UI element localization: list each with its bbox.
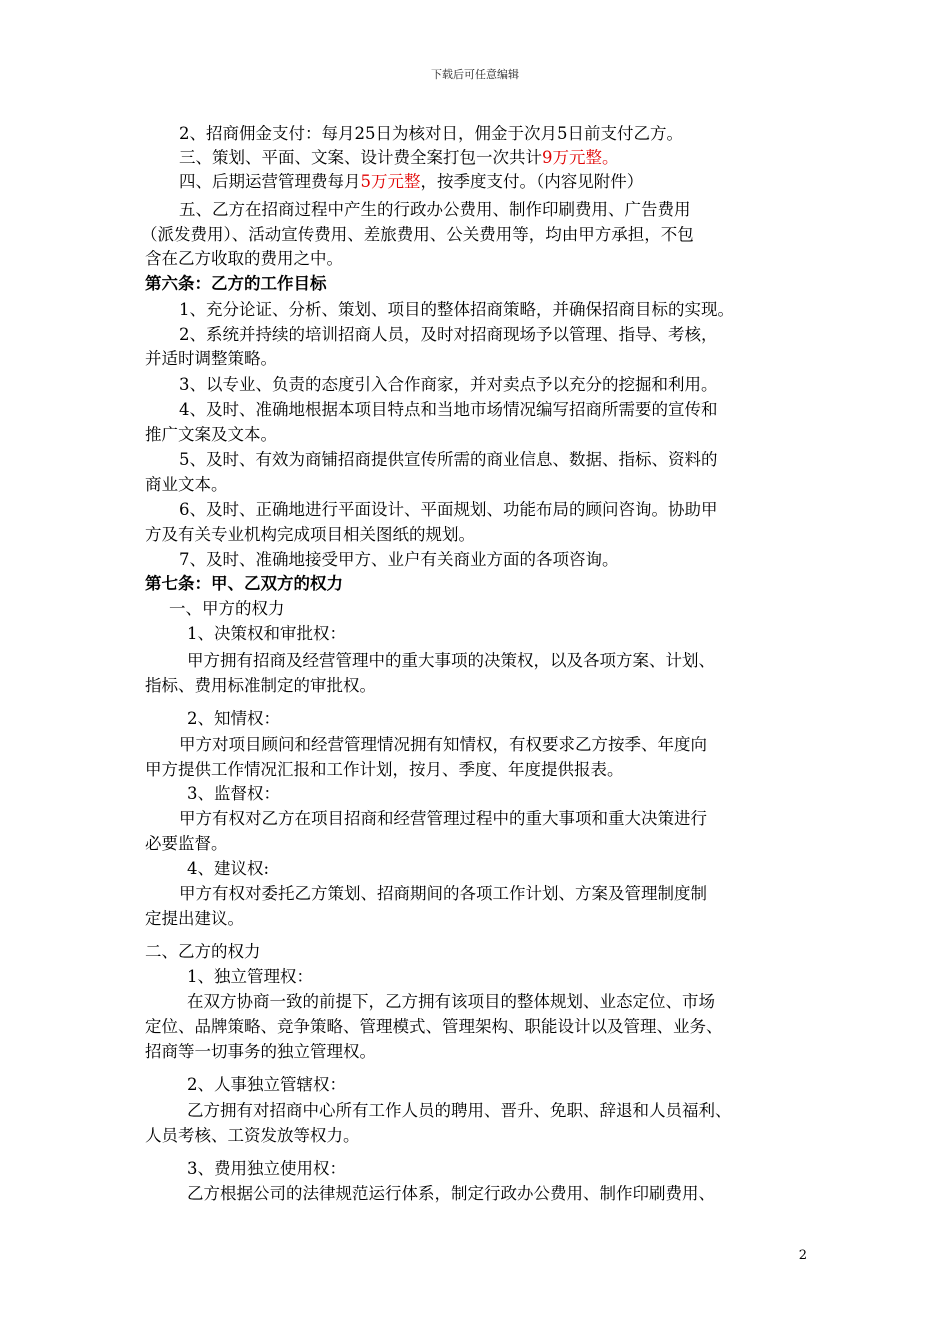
item-heading: 1、决策权和审批权： bbox=[187, 624, 346, 643]
paragraph-line: 商业文本。 bbox=[145, 475, 228, 494]
page-number: 2 bbox=[798, 1248, 807, 1263]
paragraph-line: 乙方根据公司的法律规范运行体系，制定行政办公费用、制作印刷费用、 bbox=[187, 1184, 715, 1203]
red-amount: 5万元整 bbox=[360, 172, 421, 191]
paragraph-line: 并适时调整策略。 bbox=[145, 349, 277, 368]
paragraph-line: 乙方拥有对招商中心所有工作人员的聘用、晋升、免职、辞退和人员福利、 bbox=[187, 1101, 732, 1120]
paragraph-line: 四、后期运营管理费每月5万元整，按季度支付。（内容见附件） bbox=[179, 172, 644, 191]
paragraph-line: 3、以专业、负责的态度引入合作商家，并对卖点予以充分的挖掘和利用。 bbox=[179, 375, 718, 394]
paragraph-line: 2、招商佣金支付：每月25日为核对日，佣金于次月5日前支付乙方。 bbox=[179, 124, 683, 143]
paragraph-line: 1、充分论证、分析、策划、项目的整体招商策略，并确保招商目标的实现。 bbox=[179, 300, 734, 319]
paragraph-line: 甲方拥有招商及经营管理中的重大事项的决策权，以及各项方案、计划、 bbox=[187, 651, 715, 670]
paragraph-line: （派发费用）、活动宣传费用、差旅费用、公关费用等，均由甲方承担，不包 bbox=[141, 225, 694, 244]
item-heading: 3、监督权： bbox=[187, 784, 280, 803]
paragraph-line: 方及有关专业机构完成项目相关图纸的规划。 bbox=[145, 525, 475, 544]
red-amount: 9万元整。 bbox=[542, 148, 619, 167]
paragraph-line: 招商等一切事务的独立管理权。 bbox=[145, 1042, 376, 1061]
paragraph-line: 4、及时、准确地根据本项目特点和当地市场情况编写招商所需要的宣传和 bbox=[179, 400, 718, 419]
paragraph-line: 指标、费用标准制定的审批权。 bbox=[145, 676, 376, 695]
item-heading: 1、独立管理权： bbox=[187, 967, 313, 986]
paragraph-line: 在双方协商一致的前提下，乙方拥有该项目的整体规划、业态定位、市场 bbox=[187, 992, 715, 1011]
section-heading: 第七条：甲、乙双方的权力 bbox=[145, 574, 343, 593]
paragraph-line: 2、系统并持续的培训招商人员，及时对招商现场予以管理、指导、考核， bbox=[179, 325, 718, 344]
paragraph-line: 三、策划、平面、文案、设计费全案打包一次共计9万元整。 bbox=[179, 148, 619, 167]
item-heading: 2、人事独立管辖权： bbox=[187, 1075, 346, 1094]
paragraph-line: 定位、品牌策略、竞争策略、管理模式、管理架构、职能设计以及管理、业务、 bbox=[145, 1017, 723, 1036]
paragraph-line: 6、及时、正确地进行平面设计、平面规划、功能布局的顾问咨询。协助甲 bbox=[179, 500, 718, 519]
paragraph-line: 甲方对项目顾问和经营管理情况拥有知情权，有权要求乙方按季、年度向 bbox=[179, 735, 707, 754]
item-heading: 4、建议权: bbox=[187, 859, 270, 878]
item-heading: 3、费用独立使用权： bbox=[187, 1159, 346, 1178]
paragraph-line: 甲方提供工作情况汇报和工作计划，按月、季度、年度提供报表。 bbox=[145, 760, 624, 779]
subsection-heading: 一、甲方的权力 bbox=[169, 599, 285, 618]
subsection-heading: 二、乙方的权力 bbox=[145, 942, 261, 961]
paragraph-line: 甲方有权对委托乙方策划、招商期间的各项工作计划、方案及管理制度制 bbox=[179, 884, 707, 903]
paragraph-line: 人员考核、工资发放等权力。 bbox=[145, 1126, 360, 1145]
paragraph-line: 五、乙方在招商过程中产生的行政办公费用、制作印刷费用、广告费用 bbox=[179, 200, 691, 219]
paragraph-line: 必要监督。 bbox=[145, 834, 228, 853]
section-heading: 第六条：乙方的工作目标 bbox=[145, 274, 327, 293]
paragraph-line: 推广文案及文本。 bbox=[145, 425, 277, 444]
item-heading: 2、知情权： bbox=[187, 709, 280, 728]
page-header: 下载后可任意编辑 bbox=[431, 68, 519, 81]
paragraph-line: 甲方有权对乙方在项目招商和经营管理过程中的重大事项和重大决策进行 bbox=[179, 809, 707, 828]
paragraph-line: 5、及时、有效为商铺招商提供宣传所需的商业信息、数据、指标、资料的 bbox=[179, 450, 718, 469]
paragraph-line: 定提出建议。 bbox=[145, 909, 244, 928]
paragraph-line: 含在乙方收取的费用之中。 bbox=[145, 249, 343, 268]
paragraph-line: 7、及时、准确地接受甲方、业户有关商业方面的各项咨询。 bbox=[179, 550, 619, 569]
